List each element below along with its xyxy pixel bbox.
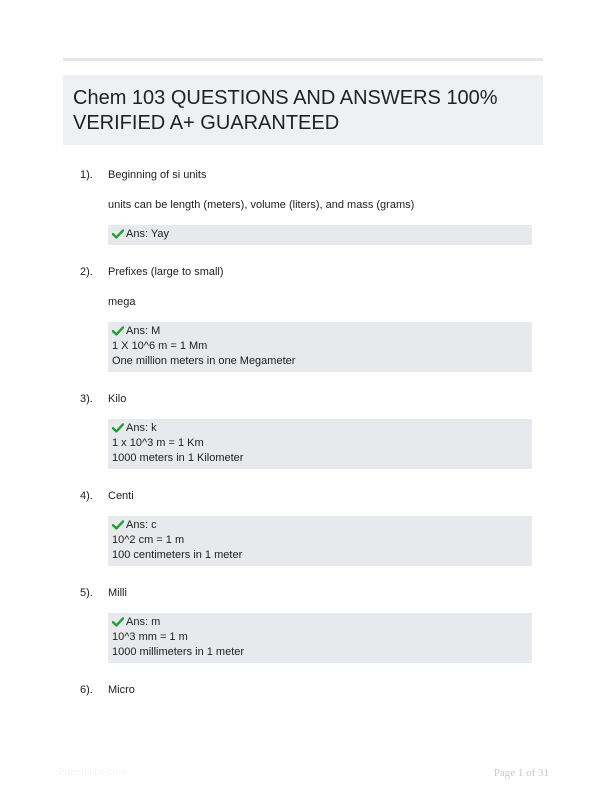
question-number: 4).	[80, 490, 93, 502]
question-item	[80, 683, 540, 698]
page-number: Page 1 of 31	[493, 767, 549, 779]
question-item	[80, 265, 540, 372]
answer-detail: 100 centimeters in 1 meter	[112, 549, 243, 561]
question-text: Prefixes (large to small)	[108, 266, 224, 278]
checkmark-icon	[112, 229, 125, 240]
question-text: Beginning of si units	[108, 169, 207, 181]
answer-detail: 10^2 cm = 1 m	[112, 534, 185, 546]
answer-detail: 10^3 mm = 1 m	[112, 631, 188, 643]
answer-label: Ans: M	[126, 325, 161, 337]
title-banner	[63, 75, 543, 145]
answer-box	[108, 419, 532, 469]
question-text: Kilo	[108, 393, 127, 405]
question-number: 5).	[80, 587, 93, 599]
document-title: Chem 103 QUESTIONS AND ANSWERS 100% VERIFIED A+ GUARANTEED	[73, 87, 498, 134]
answer-label: Ans: Yay	[126, 228, 170, 240]
question-subtext: units can be length (meters), volume (liters), and mass (grams)	[108, 199, 415, 211]
checkmark-icon	[112, 520, 125, 531]
question-subtext: mega	[108, 296, 136, 308]
question-number: 6).	[80, 684, 93, 696]
answer-box	[108, 322, 532, 372]
question-item	[80, 586, 540, 663]
question-number: 2).	[80, 266, 93, 278]
answer-box	[108, 225, 532, 245]
checkmark-icon	[112, 423, 125, 434]
question-item	[80, 489, 540, 566]
answer-label: Ans: m	[126, 616, 161, 628]
question-text: Centi	[108, 490, 134, 502]
answer-label: Ans: k	[126, 422, 157, 434]
question-number: 1).	[80, 169, 93, 181]
question-item	[80, 392, 540, 469]
question-text: Micro	[108, 684, 135, 696]
checkmark-icon	[112, 326, 125, 337]
answer-detail: 1000 meters in 1 Kilometer	[112, 452, 244, 464]
question-list	[80, 168, 540, 718]
answer-detail: 1 x 10^3 m = 1 Km	[112, 437, 204, 449]
answer-box	[108, 516, 532, 566]
checkmark-icon	[112, 617, 125, 628]
answer-label: Ans: c	[126, 519, 157, 531]
top-divider	[63, 58, 543, 61]
watermark-text: PaperNibs.com	[58, 767, 127, 778]
answer-box	[108, 613, 532, 663]
answer-detail: 1000 millimeters in 1 meter	[112, 646, 245, 658]
question-text: Milli	[108, 587, 127, 599]
question-number: 3).	[80, 393, 93, 405]
question-item	[80, 168, 540, 245]
answer-detail: 1 X 10^6 m = 1 Mm	[112, 340, 208, 352]
answer-detail: One million meters in one Megameter	[112, 355, 296, 367]
